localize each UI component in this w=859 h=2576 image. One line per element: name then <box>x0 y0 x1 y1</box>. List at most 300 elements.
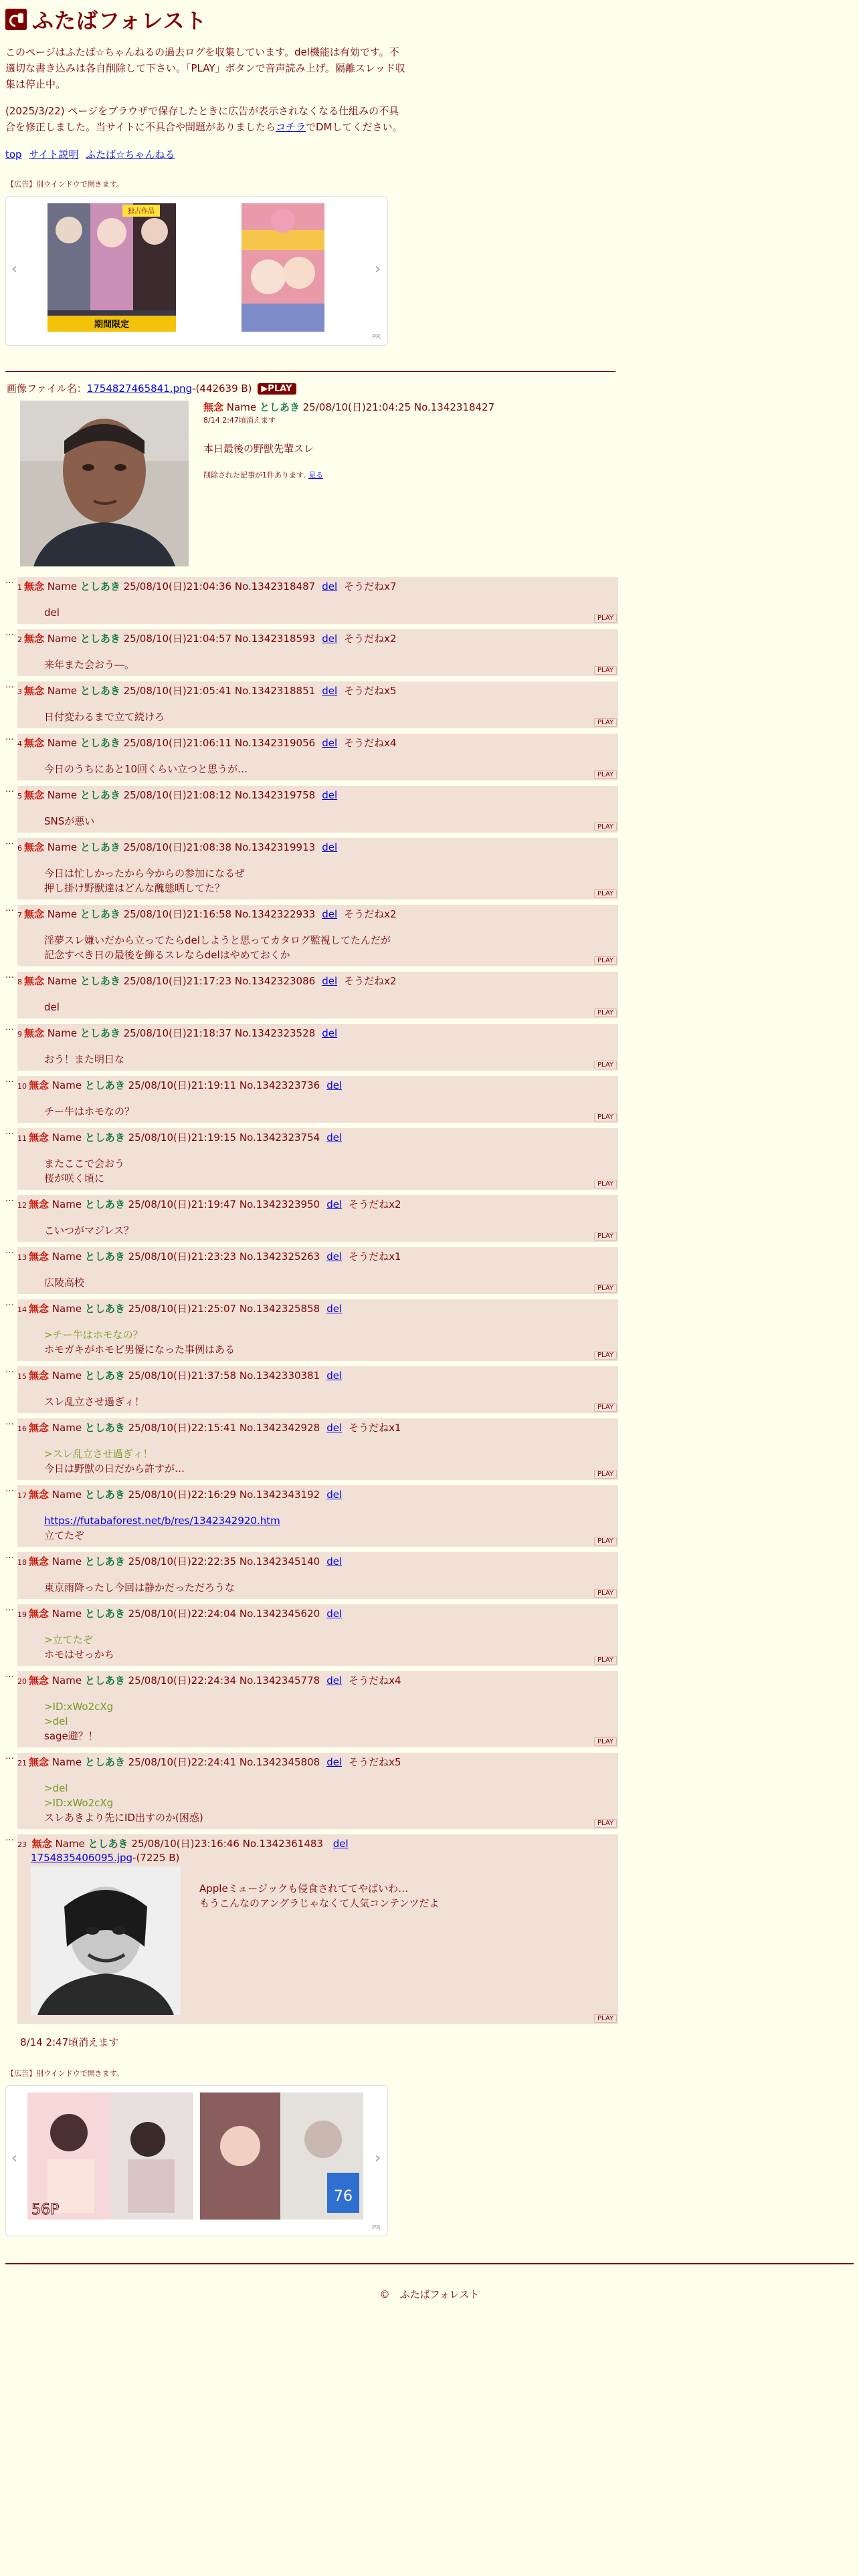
reply-text <box>44 762 618 776</box>
nav-links <box>5 147 854 161</box>
nav-futaba-link[interactable]: ふたば☆ちゃんねる <box>86 148 175 160</box>
name-label: Name <box>47 685 78 697</box>
post-datetime: 25/08/10(日)21:06:11 No.1342319056 <box>123 737 316 749</box>
post-datetime: 25/08/10(日)21:18:37 No.1342323528 <box>123 1027 316 1039</box>
reply-21 <box>17 1753 618 1829</box>
reply-dots: … <box>5 784 14 794</box>
post-subject: 無念 <box>29 1489 50 1501</box>
reply-image[interactable] <box>31 1866 181 2015</box>
reply-file-link[interactable]: 1754835406095.jpg <box>31 1852 133 1864</box>
thread-file-line <box>7 381 854 395</box>
intro-update <box>5 103 407 135</box>
reply-header <box>17 1369 618 1384</box>
post-subject: 無念 <box>29 1132 50 1144</box>
post-subject: 無念 <box>24 737 45 749</box>
reply-number: 9 <box>17 1030 22 1039</box>
reply-row <box>5 969 854 1021</box>
soudane-link[interactable]: そうだねx2 <box>344 975 397 987</box>
reply-image-art <box>31 1866 181 2015</box>
reply-play-button[interactable]: PLAY <box>594 1819 617 1828</box>
reply-row <box>5 902 854 969</box>
reply-18 <box>17 1552 618 1599</box>
reply-17 <box>17 1485 618 1547</box>
del-link[interactable]: del <box>326 1608 343 1620</box>
reply-header <box>17 1674 618 1689</box>
del-link[interactable]: del <box>322 685 338 697</box>
post-subject: 無念 <box>24 685 45 697</box>
reply-header <box>17 684 618 699</box>
reply-line: 桜が咲く頃に <box>44 1172 105 1184</box>
reply-row <box>5 1602 854 1669</box>
reply-quote: >チー牛はホモなの？ <box>44 1329 143 1341</box>
poster-name: としあき <box>80 789 120 801</box>
reply-play-button[interactable]: PLAY <box>594 823 617 831</box>
carousel-next-icon[interactable]: › <box>375 2150 381 2167</box>
name-label: Name <box>226 401 257 413</box>
reply-line: おう！また明日な <box>44 1053 125 1065</box>
name-label: Name <box>52 1675 82 1687</box>
reply-play-button[interactable]: PLAY <box>594 1061 617 1069</box>
reply-list <box>5 574 854 1832</box>
del-link[interactable]: del <box>322 908 338 920</box>
soudane-link[interactable]: そうだねx1 <box>349 1251 401 1263</box>
del-link[interactable]: del <box>322 841 338 853</box>
ad-note: 【広告】別ウインドウで開きます。 <box>7 2069 124 2078</box>
reply-play-button[interactable]: PLAY <box>594 1656 617 1665</box>
poster-name: としあき <box>84 1198 125 1210</box>
reply-header <box>17 736 618 751</box>
ad-carousel-bottom[interactable] <box>5 2085 388 2236</box>
reply-row <box>5 574 854 627</box>
reply-play-button[interactable]: PLAY <box>594 1470 617 1479</box>
name-label: Name <box>52 1489 82 1501</box>
reply-text <box>44 1699 618 1743</box>
post-subject: 無念 <box>29 1422 50 1434</box>
reply-header <box>17 580 618 595</box>
del-link[interactable]: del <box>326 1756 343 1768</box>
reply-row <box>5 1832 854 2027</box>
reply-play-button[interactable]: PLAY <box>594 1589 617 1598</box>
thread-play-button[interactable]: ▶PLAY <box>258 383 296 395</box>
ad-badge: 独占作品 <box>128 208 155 215</box>
reply-play-button[interactable]: PLAY <box>594 770 617 779</box>
reply-dots: … <box>5 1417 14 1427</box>
reply-header <box>17 1837 618 1852</box>
reply-play-button[interactable]: PLAY <box>594 666 617 675</box>
reply-row <box>5 1245 854 1297</box>
divider <box>5 371 615 372</box>
post-subject: 無念 <box>29 1756 50 1768</box>
reply-line: SNSが悪い <box>44 815 95 827</box>
name-label: Name <box>52 1608 82 1620</box>
reply-dots: … <box>5 1246 14 1256</box>
reply-quote: >del <box>44 1715 68 1727</box>
reply-line: 記念すべき日の最後を飾るスレならdelはやめておくか <box>44 949 290 961</box>
poster-name: としあき <box>84 1251 125 1263</box>
reply-dots: … <box>5 680 14 690</box>
post-subject: 無念 <box>24 908 45 920</box>
reply-play-button[interactable]: PLAY <box>594 889 617 898</box>
thread-op <box>20 401 854 566</box>
reply-20 <box>17 1671 618 1747</box>
reply-header <box>17 1555 618 1570</box>
reply-line: またここで会おう <box>44 1158 125 1170</box>
reply-line: 押し掛け野獣達はどんな醜態晒してた？ <box>44 882 225 894</box>
carousel-next-icon[interactable]: › <box>375 261 381 278</box>
reply-header <box>17 1421 618 1436</box>
reply-dots: … <box>5 1670 14 1680</box>
poster-name: としあき <box>84 1675 125 1687</box>
post-datetime: 25/08/10(日)23:16:46 No.1342361483 <box>131 1838 323 1850</box>
post-datetime: 25/08/10(日)22:16:29 No.1342343192 <box>128 1489 320 1501</box>
reply-row <box>5 783 854 835</box>
reply-row <box>5 1297 854 1364</box>
reply-header <box>17 632 618 647</box>
soudane-link[interactable]: そうだねx2 <box>344 633 397 645</box>
del-link[interactable]: del <box>326 1251 343 1263</box>
del-link[interactable]: del <box>326 1303 343 1315</box>
post-subject: 無念 <box>203 401 224 413</box>
del-link[interactable]: del <box>326 1132 343 1144</box>
soudane-link[interactable]: そうだねx5 <box>344 685 397 697</box>
reply-3 <box>17 681 618 728</box>
soudane-link[interactable]: そうだねx2 <box>344 908 397 920</box>
name-label: Name <box>47 633 78 645</box>
thread-op-header <box>203 401 494 414</box>
name-label: Name <box>52 1079 82 1091</box>
name-label: Name <box>47 841 78 853</box>
thread-expiry: 8/14 2:47頃消えます <box>203 416 276 425</box>
name-label: Name <box>47 975 78 987</box>
reply-dots: … <box>5 1484 14 1494</box>
reply-file-line <box>31 1852 618 1864</box>
reply-dots: … <box>5 1075 14 1085</box>
soudane-link[interactable]: そうだねx4 <box>349 1675 401 1687</box>
site-header <box>5 4 854 35</box>
reply-1 <box>17 577 618 624</box>
reply-row <box>5 1669 854 1750</box>
name-label: Name <box>52 1251 82 1263</box>
post-datetime: 25/08/10(日)21:25:07 No.1342325858 <box>128 1303 320 1315</box>
name-label: Name <box>52 1555 82 1568</box>
reply-header <box>17 1488 618 1503</box>
reply-play-button[interactable]: PLAY <box>594 1008 617 1017</box>
ad-page-count: 56P <box>31 2202 60 2218</box>
intro-notice: このページはふたば☆ちゃんねるの過去ログを収集しています。del機能は有効です。不適切な書き込みは各自削除して下さい。「PLAY」ボタンで音声読み上げ。隔離スレッド収集は停止中。 <box>5 46 405 90</box>
reply-23-content <box>31 1866 618 2015</box>
del-link[interactable]: del <box>326 1370 343 1382</box>
reply-text <box>44 814 618 829</box>
poster-name: としあき <box>80 1027 120 1039</box>
del-link[interactable]: del <box>332 1838 349 1850</box>
reply-number: 19 <box>17 1610 27 1619</box>
poster-name: としあき <box>84 1132 125 1144</box>
intro-update-tail: でDMしてください。 <box>305 121 403 133</box>
reply-dots: … <box>5 903 14 914</box>
del-link[interactable]: del <box>322 975 338 987</box>
reply-line: 来年また会おう―。 <box>44 659 135 671</box>
reply-line: 立てたぞ <box>44 1529 85 1541</box>
reply-number: 6 <box>17 844 22 853</box>
contact-link[interactable]: コチラ <box>275 121 306 133</box>
poster-name: としあき <box>80 633 120 645</box>
reply-dots: … <box>5 576 14 586</box>
thread-file-link[interactable]: 1754827465841.png <box>86 383 193 395</box>
reply-4 <box>17 734 618 780</box>
post-subject: 無念 <box>29 1251 50 1263</box>
reply-number: 17 <box>17 1491 27 1500</box>
reply-text <box>44 1275 618 1290</box>
post-datetime: 25/08/10(日)21:37:58 No.1342330381 <box>128 1370 320 1382</box>
reply-text <box>44 933 618 962</box>
soudane-link[interactable]: そうだねx7 <box>344 580 397 593</box>
post-datetime: 25/08/10(日)22:24:41 No.1342345808 <box>128 1756 320 1768</box>
reply-row <box>5 1483 854 1549</box>
reply-number: 2 <box>17 635 22 644</box>
reply-line: こいつがマジレス？ <box>44 1224 134 1237</box>
post-datetime: 25/08/10(日)22:15:41 No.1342342928 <box>128 1422 320 1434</box>
reply-9 <box>17 1024 618 1071</box>
reply-5 <box>17 786 618 833</box>
reply-text <box>44 1781 618 1825</box>
poster-name: としあき <box>84 1370 125 1382</box>
post-datetime: 25/08/10(日)21:23:23 No.1342325263 <box>128 1251 320 1263</box>
name-label: Name <box>47 908 78 920</box>
reply-number: 13 <box>17 1253 27 1262</box>
reply-number: 20 <box>17 1677 27 1686</box>
reply-header <box>17 974 618 989</box>
reply-text <box>44 1223 618 1238</box>
reply-8 <box>17 972 618 1018</box>
ad-banner-1-image <box>47 203 176 332</box>
reply-12 <box>17 1195 618 1242</box>
carousel-prev-icon[interactable]: ‹ <box>11 261 17 278</box>
reply-7 <box>17 905 618 966</box>
soudane-link[interactable]: そうだねx4 <box>344 737 397 749</box>
reply-quote: >ID:xWo2cXg <box>44 1701 114 1713</box>
post-subject: 無念 <box>31 1838 52 1850</box>
reply-line: スレあきより先にID出すのか(困惑) <box>44 1812 203 1824</box>
reply-play-button[interactable]: PLAY <box>594 1403 617 1412</box>
post-datetime: 25/08/10(日)22:24:04 No.1342345620 <box>128 1608 320 1620</box>
del-link[interactable]: del <box>322 1027 338 1039</box>
reply-play-button[interactable]: PLAY <box>594 1537 617 1545</box>
reply-line: スレ乱立させ過ぎィ！ <box>44 1396 145 1408</box>
reply-play-button[interactable]: PLAY <box>594 1284 617 1293</box>
reply-play-button[interactable]: PLAY <box>594 2014 617 2023</box>
name-label: Name <box>47 789 78 801</box>
reply-text <box>44 1394 618 1409</box>
name-label: Name <box>47 580 78 593</box>
ad-banner-4-image <box>200 2092 363 2220</box>
reply-text <box>44 1327 618 1357</box>
del-link[interactable]: del <box>322 737 338 749</box>
name-label: Name <box>52 1422 82 1434</box>
post-datetime: 25/08/10(日)21:19:47 No.1342323950 <box>128 1198 320 1210</box>
name-label: Name <box>47 737 78 749</box>
reply-line: 今日は忙しかったから今からの参加になるぜ <box>44 867 245 879</box>
reply-dots: … <box>5 837 14 847</box>
reply-row <box>5 1364 854 1416</box>
reply-dots: … <box>5 628 14 638</box>
reply-row <box>5 731 854 783</box>
reply-text <box>44 1052 618 1067</box>
reply-play-button[interactable]: PLAY <box>594 1113 617 1121</box>
reply-number: 18 <box>17 1558 27 1567</box>
poster-name: としあき <box>259 401 300 413</box>
show-deleted-link[interactable]: 見る <box>308 471 323 479</box>
reply-row <box>5 1073 854 1125</box>
reply-play-button[interactable]: PLAY <box>594 1232 617 1241</box>
reply-header <box>17 1131 618 1146</box>
site-title[interactable]: ふたばフォレスト <box>32 8 207 33</box>
reply-number: 15 <box>17 1372 27 1381</box>
post-datetime: 25/08/10(日)21:08:38 No.1342319913 <box>123 841 316 853</box>
footer-divider <box>5 2263 854 2264</box>
del-link[interactable]: del <box>326 1489 343 1501</box>
reply-header <box>17 1755 618 1770</box>
reply-dots: … <box>5 970 14 980</box>
reply-header <box>17 1250 618 1265</box>
soudane-link[interactable]: そうだねx1 <box>349 1422 401 1434</box>
carousel-prev-icon[interactable]: ‹ <box>11 2150 17 2167</box>
post-datetime: 25/08/10(日)21:16:58 No.1342322933 <box>123 908 316 920</box>
del-link[interactable]: del <box>322 789 338 801</box>
reply-text <box>44 1156 618 1186</box>
post-subject: 無念 <box>29 1608 50 1620</box>
reply-row <box>5 627 854 679</box>
intro-update-text: (2025/3/22) ページをブラウザで保存したときに広告が表示されなくなる仕組みの不具合を修正しました。当サイトに不具合や問題がありましたら <box>5 105 399 133</box>
reply-line: del <box>44 1001 60 1013</box>
name-label: Name <box>52 1198 82 1210</box>
del-link[interactable]: del <box>326 1422 343 1434</box>
nav-top-link[interactable]: top <box>5 148 22 160</box>
site-logo-icon[interactable] <box>5 9 27 30</box>
reply-number: 12 <box>17 1201 27 1210</box>
reply-file-size: -(7225 B) <box>132 1852 180 1864</box>
ad-carousel-top[interactable] <box>5 196 388 346</box>
reply-dots: … <box>5 1551 14 1561</box>
reply-line: 今日のうちにあと10回くらい立つと思うが… <box>44 763 248 775</box>
del-link[interactable]: del <box>326 1198 343 1210</box>
reply-dots: … <box>5 1603 14 1613</box>
reply-text <box>44 1580 618 1595</box>
reply-number: 23 <box>17 1840 27 1849</box>
ad-banner-3[interactable] <box>27 2092 193 2220</box>
footer-copyright: © ふたばフォレスト <box>379 2288 480 2300</box>
post-subject: 無念 <box>29 1198 50 1210</box>
reply-text <box>44 657 618 672</box>
soudane-link[interactable]: そうだねx5 <box>349 1756 401 1768</box>
thread-op-body <box>203 401 494 566</box>
reply-play-button[interactable]: PLAY <box>594 1737 617 1746</box>
post-subject: 無念 <box>24 789 45 801</box>
post-datetime: 25/08/10(日)21:05:41 No.1342318851 <box>123 685 316 697</box>
name-label: Name <box>55 1838 85 1850</box>
reply-quote: >ID:xWo2cXg <box>44 1797 114 1809</box>
reply-line: ホモガキがホモビ男優になった事例はある <box>44 1344 235 1356</box>
reply-number: 14 <box>17 1305 27 1314</box>
ad-banner-2[interactable] <box>242 203 324 332</box>
reply-url-link[interactable]: https://futabaforest.net/b/res/1342342920.htm <box>44 1515 280 1527</box>
ad-banner-4[interactable] <box>200 2092 363 2220</box>
reply-text <box>44 1104 618 1119</box>
deleted-note <box>203 469 494 482</box>
post-subject: 無念 <box>24 975 45 987</box>
reply-line: 東京雨降ったし今回は静かだっただろうな <box>44 1582 235 1594</box>
reply-row <box>5 1021 854 1073</box>
reply-number: 7 <box>17 911 22 920</box>
del-link[interactable]: del <box>326 1675 343 1687</box>
reply-text <box>44 605 618 620</box>
reply-11 <box>17 1128 618 1190</box>
poster-name: としあき <box>80 908 120 920</box>
ad-pr-label: PR <box>372 334 381 341</box>
reply-header <box>17 1302 618 1317</box>
del-link[interactable]: del <box>322 633 338 645</box>
reply-text <box>44 1632 618 1662</box>
reply-line: del <box>44 607 60 619</box>
name-label: Name <box>52 1132 82 1144</box>
reply-text <box>44 710 618 724</box>
nav-about-link[interactable]: サイト説明 <box>29 148 79 160</box>
post-datetime: 25/08/10(日)22:24:34 No.1342345778 <box>128 1675 320 1687</box>
reply-text <box>44 1446 618 1476</box>
poster-name: としあき <box>84 1303 125 1315</box>
reply-19 <box>17 1604 618 1666</box>
ad-number: 76 <box>334 2188 353 2205</box>
reply-number: 11 <box>17 1134 27 1143</box>
reply-number: 21 <box>17 1759 27 1767</box>
reply-play-button[interactable]: PLAY <box>594 956 617 965</box>
post-subject: 無念 <box>29 1370 50 1382</box>
poster-name: としあき <box>80 737 120 749</box>
reply-line: sage避？！ <box>44 1730 98 1742</box>
del-link[interactable]: del <box>326 1555 343 1568</box>
poster-name: としあき <box>84 1489 125 1501</box>
reply-row <box>5 679 854 731</box>
soudane-link[interactable]: そうだねx2 <box>349 1198 401 1210</box>
del-link[interactable]: del <box>322 580 338 593</box>
post-datetime: 25/08/10(日)21:04:36 No.1342318487 <box>123 580 316 593</box>
reply-text <box>44 1513 618 1543</box>
reply-line: 日付変わるまで立て続けろ <box>44 711 165 723</box>
file-label: 画像ファイル名： <box>7 383 87 395</box>
post-subject: 無念 <box>24 580 45 593</box>
reply-number: 10 <box>17 1082 27 1091</box>
post-subject: 無念 <box>24 841 45 853</box>
reply-text <box>199 1881 439 2015</box>
reply-play-button[interactable]: PLAY <box>594 1180 617 1188</box>
reply-play-button[interactable]: PLAY <box>594 718 617 727</box>
reply-row <box>5 1549 854 1602</box>
thread-image[interactable] <box>20 401 189 566</box>
del-link[interactable]: del <box>326 1079 343 1091</box>
reply-row <box>5 1125 854 1192</box>
poster-name: としあき <box>80 580 120 593</box>
post-subject: 無念 <box>24 1027 45 1039</box>
reply-play-button[interactable]: PLAY <box>594 1351 617 1360</box>
post-subject: 無念 <box>29 1303 50 1315</box>
ad-banner-1[interactable] <box>47 203 176 332</box>
ad-pr-label: PR <box>372 2224 381 2232</box>
reply-row <box>5 1750 854 1832</box>
ad-banner-text: 期間限定 <box>94 320 130 330</box>
post-subject: 無念 <box>29 1079 50 1091</box>
reply-play-button[interactable]: PLAY <box>594 614 617 623</box>
ad-note: 【広告】別ウインドウで開きます。 <box>7 180 124 189</box>
name-label: Name <box>52 1756 82 1768</box>
